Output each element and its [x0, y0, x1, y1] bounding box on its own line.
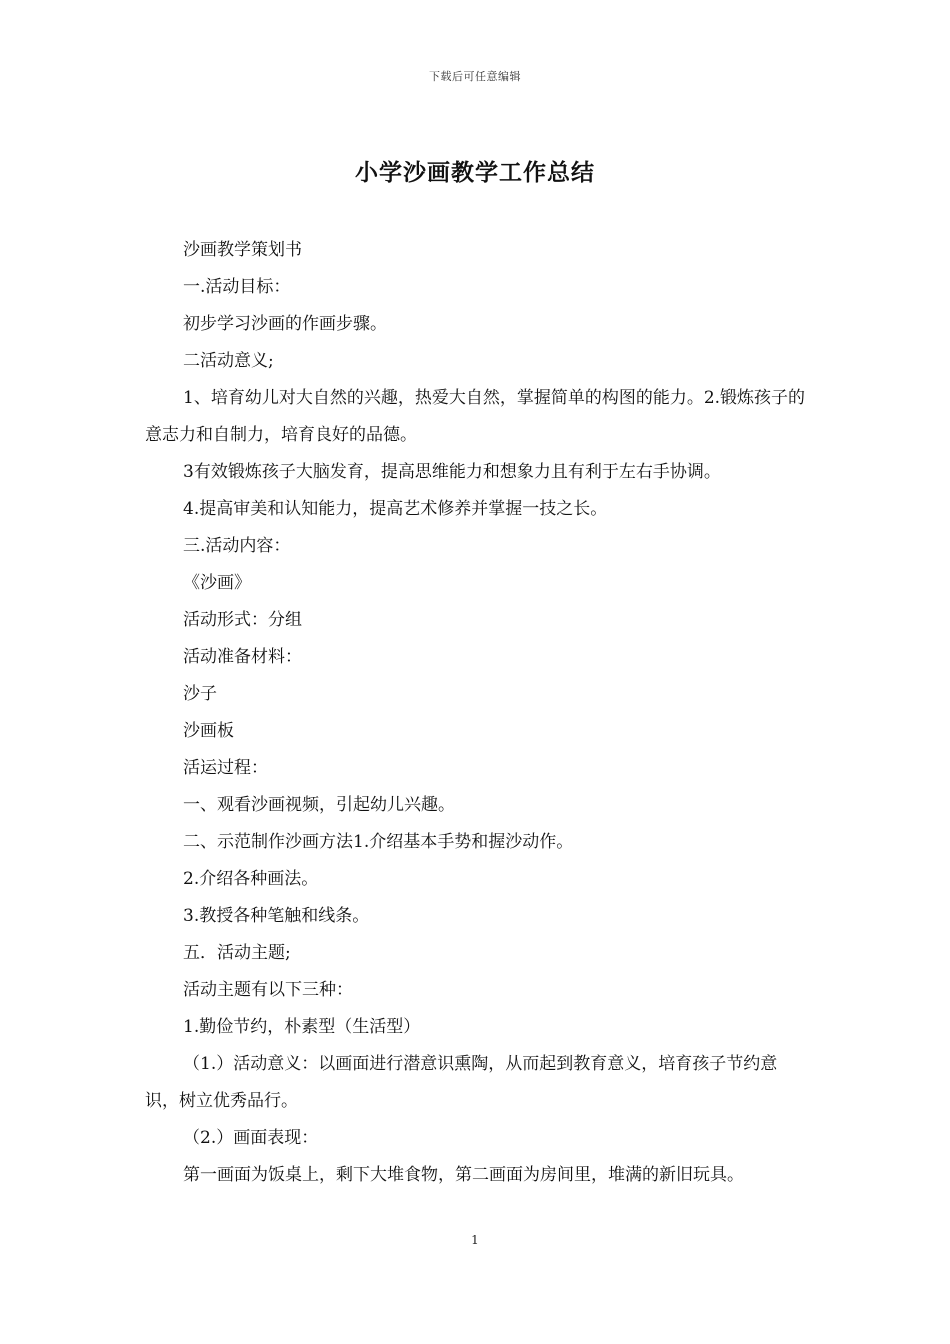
paragraph: 活动形式：分组 [183, 610, 302, 630]
paragraph: 二活动意义; [183, 351, 274, 371]
paragraph: 活动主题有以下三种： [183, 980, 353, 1000]
paragraph: 沙子 [183, 684, 217, 704]
document-title: 小学沙画教学工作总结 [355, 160, 595, 186]
paragraph: 沙画板 [183, 721, 234, 741]
paragraph: 4.提高审美和认知能力，提高艺术修养并掌握一技之长。 [183, 499, 608, 519]
paragraph: 3.教授各种笔触和线条。 [183, 906, 370, 926]
page-header: 下载后可任意编辑 [429, 70, 521, 83]
paragraph: 活动准备材料： [183, 647, 302, 667]
paragraph: 沙画教学策划书 [183, 240, 302, 260]
paragraph: 五．活动主题; [183, 943, 291, 963]
paragraph: 3有效锻炼孩子大脑发育，提高思维能力和想象力且有利于左右手协调。 [183, 462, 721, 482]
paragraph: （1.）活动意义：以画面进行潜意识熏陶，从而起到教育意义，培育孩子节约意识，树立优秀品行。 [145, 1054, 778, 1111]
paragraph: 1、培育幼儿对大自然的兴趣，热爱大自然，掌握简单的构图的能力。2.锻炼孩子的意志力和自制力，培育良好的品德。 [145, 388, 806, 445]
paragraph: 一、观看沙画视频，引起幼儿兴趣。 [183, 795, 455, 815]
document-body [145, 232, 810, 1194]
paragraph: 初步学习沙画的作画步骤。 [183, 314, 387, 334]
paragraph: 第一画面为饭桌上，剩下大堆食物，第二画面为房间里，堆满的新旧玩具。 [183, 1165, 744, 1185]
paragraph: 1.勤俭节约，朴素型（生活型） [183, 1017, 421, 1037]
paragraph: 活运过程： [183, 758, 268, 778]
paragraph: 一.活动目标： [183, 277, 291, 297]
paragraph: 《沙画》 [183, 573, 251, 593]
paragraph: （2.）画面表现： [183, 1128, 319, 1148]
paragraph: 二、示范制作沙画方法1.介绍基本手势和握沙动作。 [183, 832, 574, 852]
paragraph: 2.介绍各种画法。 [183, 869, 319, 889]
paragraph: 三.活动内容： [183, 536, 291, 556]
page-number: 1 [471, 1233, 479, 1247]
